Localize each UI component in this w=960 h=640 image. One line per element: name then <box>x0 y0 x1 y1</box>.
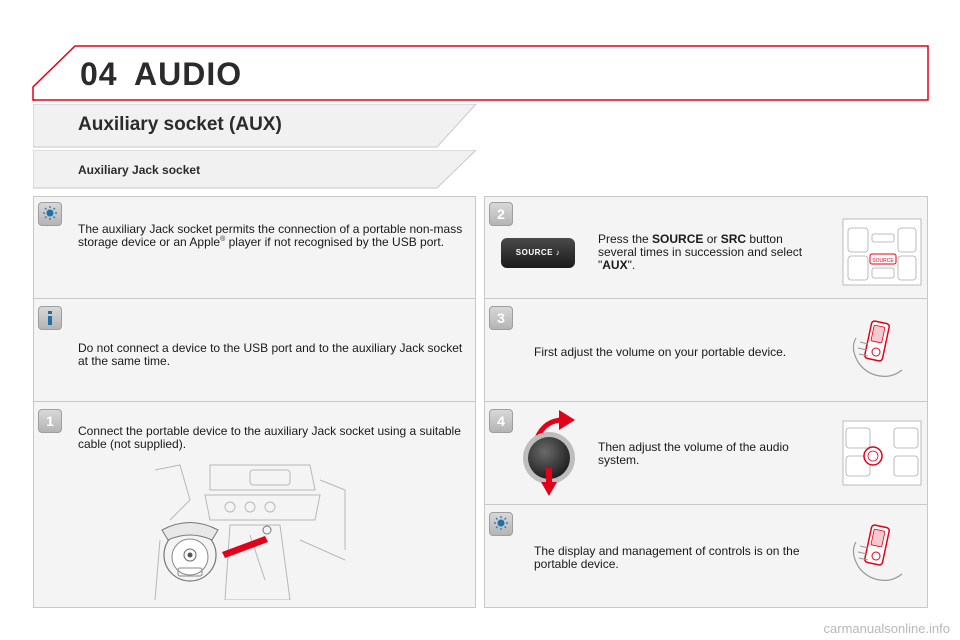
right-divider-3 <box>484 504 928 505</box>
step-4-badge: 4 <box>489 409 513 433</box>
svg-text:SOURCE: SOURCE <box>872 258 894 264</box>
radio-panel-thumbnail <box>842 218 922 286</box>
watermark: carmanualsonline.info <box>823 621 950 636</box>
step-4-text: Then adjust the volume of the audio system. <box>598 440 789 467</box>
lightbulb-icon <box>489 512 513 536</box>
chapter-title: AUDIO <box>134 56 243 92</box>
display-tip-text: The display and management of controls is on the portable device. <box>534 544 800 571</box>
step-3-badge: 3 <box>489 306 513 330</box>
source-button: SOURCE ♪ <box>501 238 575 268</box>
left-divider-2 <box>33 401 476 402</box>
step-2-badge: 2 <box>489 202 513 226</box>
right-divider-2 <box>484 401 928 402</box>
hand-portable-device-icon <box>846 318 908 382</box>
tip-text: The auxiliary Jack socket permits the connection of a portable non-mass storage device or an Apple® player if not recognised by the USB port. <box>78 222 463 249</box>
subsection-title: Auxiliary Jack socket <box>78 163 201 177</box>
section-title: Auxiliary socket (AUX) <box>78 114 282 135</box>
hand-portable-device-icon <box>846 522 908 586</box>
step-1-text: Connect the portable device to the auxiliary Jack socket using a suitable cable (not supplied). <box>78 424 461 451</box>
info-text: Do not connect a device to the USB port and to the auxiliary Jack socket at the same time. <box>78 341 463 368</box>
aux-socket-illustration <box>150 460 350 600</box>
info-icon <box>38 306 62 330</box>
step-1-badge: 1 <box>38 409 62 433</box>
chapter-number: 04 <box>80 56 118 92</box>
right-divider-1 <box>484 298 928 299</box>
audio-panel-thumbnail <box>842 420 922 486</box>
step-3-text: First adjust the volume on your portable device. <box>534 345 787 359</box>
left-divider-1 <box>33 298 476 299</box>
lightbulb-icon <box>38 202 62 226</box>
step-2-text: Press the SOURCE or SRC button several times in succession and select "AUX". <box>598 232 803 272</box>
volume-knob-icon <box>515 408 585 498</box>
